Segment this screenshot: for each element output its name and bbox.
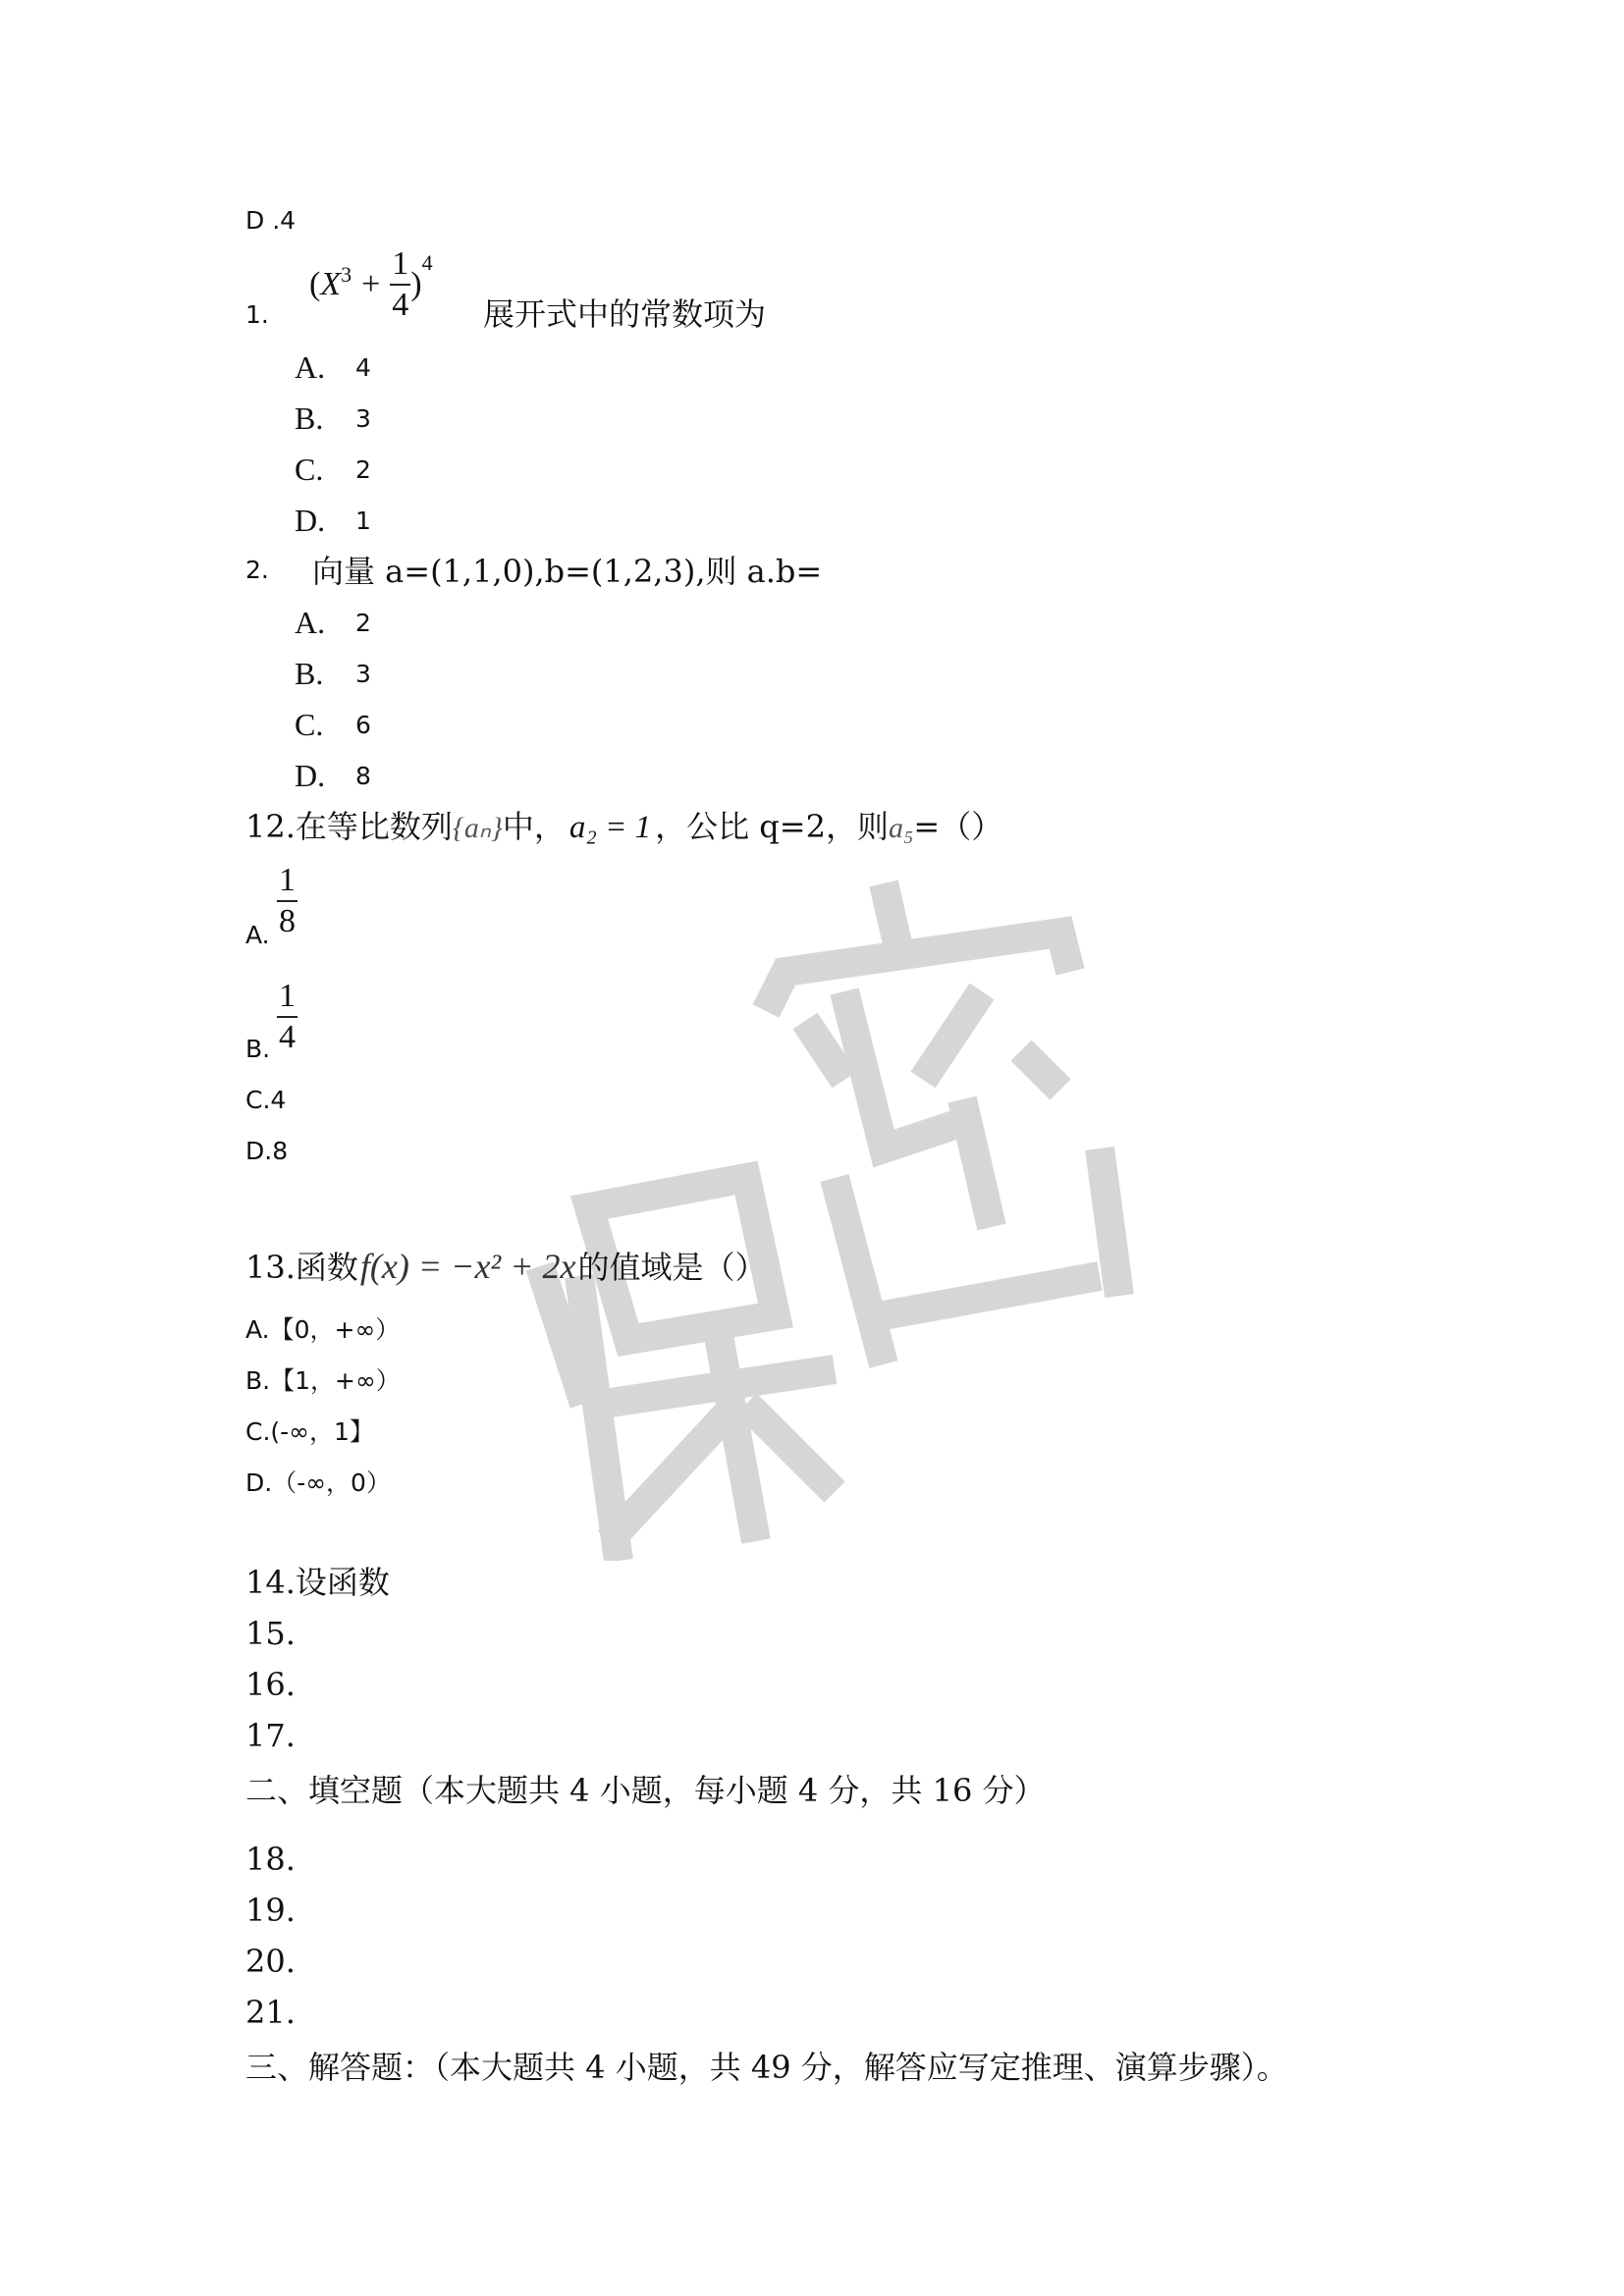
q13-option-c: C.(-∞，1】 [245,1417,374,1446]
q12-option-b-frac [277,980,298,1054]
q2-option-d-letter: D. [295,758,326,793]
q1-option-a-value: 4 [355,353,371,382]
q1-expr-base: X [320,266,342,302]
q1-option-d-value: 1 [355,507,371,535]
item-19: 19. [245,1892,296,1929]
q12-suffix: =（） [913,808,1003,845]
q1-frac-den: 4 [392,287,409,323]
q1-outer-exp: 4 [421,250,433,275]
q2-option-c-value: 6 [355,711,371,739]
q2-option-a-value: 2 [355,609,371,637]
q12-option-a-den: 8 [277,900,298,938]
q12-option-c: C.4 [245,1086,287,1114]
q1-option-c-letter: C. [295,452,324,487]
item-21: 21. [245,1994,296,2031]
q1-text: 展开式中的常数项为 [483,295,767,333]
q2-option-b-value: 3 [355,660,371,688]
q1-option-b-letter: B. [295,400,324,436]
q1-option-a-letter: A. [295,349,326,385]
q12-sequence: {aₙ} [452,812,503,844]
item-18: 18. [245,1841,296,1878]
q2-option-a-letter: A. [295,605,326,640]
item-20: 20. [245,1943,296,1980]
q12-option-b-den: 4 [277,1016,298,1054]
q2-option-c-letter: C. [295,707,324,742]
header-option-d: D .4 [245,206,297,235]
q12-a5: a₅ [888,812,914,844]
q13-function: f(x) = −x² + 2x [359,1247,576,1286]
watermark-baomi [511,854,1198,1561]
q13-prefix: 13.函数 [245,1249,358,1286]
q2-text: 向量 a=(1,1,0),b=(1,2,3),则 a.b= [312,553,823,590]
q2-option-b-letter: B. [295,656,324,691]
q12-option-a-num: 1 [279,862,296,898]
q1-number: 1. [245,300,269,329]
q12-a2-eq: a₂ = 1 [568,810,652,845]
q1-frac-num: 1 [390,247,410,286]
q14-text: 14.设函数 [245,1564,390,1601]
q1-option-b-value: 3 [355,404,371,433]
item-17: 17. [245,1717,296,1754]
section-answer-title: 三、解答题：（本大题共 4 小题，共 49 分，解答应写定推理、演算步骤）。 [245,2049,1288,2086]
item-16: 16. [245,1666,296,1703]
q1-expression: ( X $^3$ + $\frac{1}{4}$ ) $^4$ [309,245,433,323]
q1-expr-base-exp: 3 [341,262,352,287]
q12-option-a-letter: A. [245,921,270,949]
q1-option-d-letter: D. [295,503,326,538]
q1-option-c-value: 2 [355,455,371,484]
q12-prefix: 12.在等比数列 [245,808,453,845]
q2-option-d-value: 8 [355,762,371,790]
q13-suffix: 的值域是（） [577,1249,767,1286]
q12-mid1: 中， [502,808,566,845]
q12-option-b-num: 1 [279,978,296,1014]
q1-fraction [390,247,410,322]
q12-option-a-frac [277,864,298,938]
q13-option-d: D.（-∞，0） [245,1468,391,1497]
q12-stem [245,808,1003,845]
q12-option-b-letter: B. [245,1035,271,1063]
q13-option-a: A.【0，+∞） [245,1315,401,1344]
q13-option-b: B.【1，+∞） [245,1366,401,1395]
q13-stem [245,1249,767,1284]
item-15: 15. [245,1615,296,1652]
q12-option-d: D.8 [245,1137,289,1165]
q12-mid2: ，公比 q=2，则 [655,808,889,845]
q2-number: 2. [245,556,269,584]
section-fill-in-title: 二、填空题（本大题共 4 小题，每小题 4 分，共 16 分） [245,1772,1046,1809]
